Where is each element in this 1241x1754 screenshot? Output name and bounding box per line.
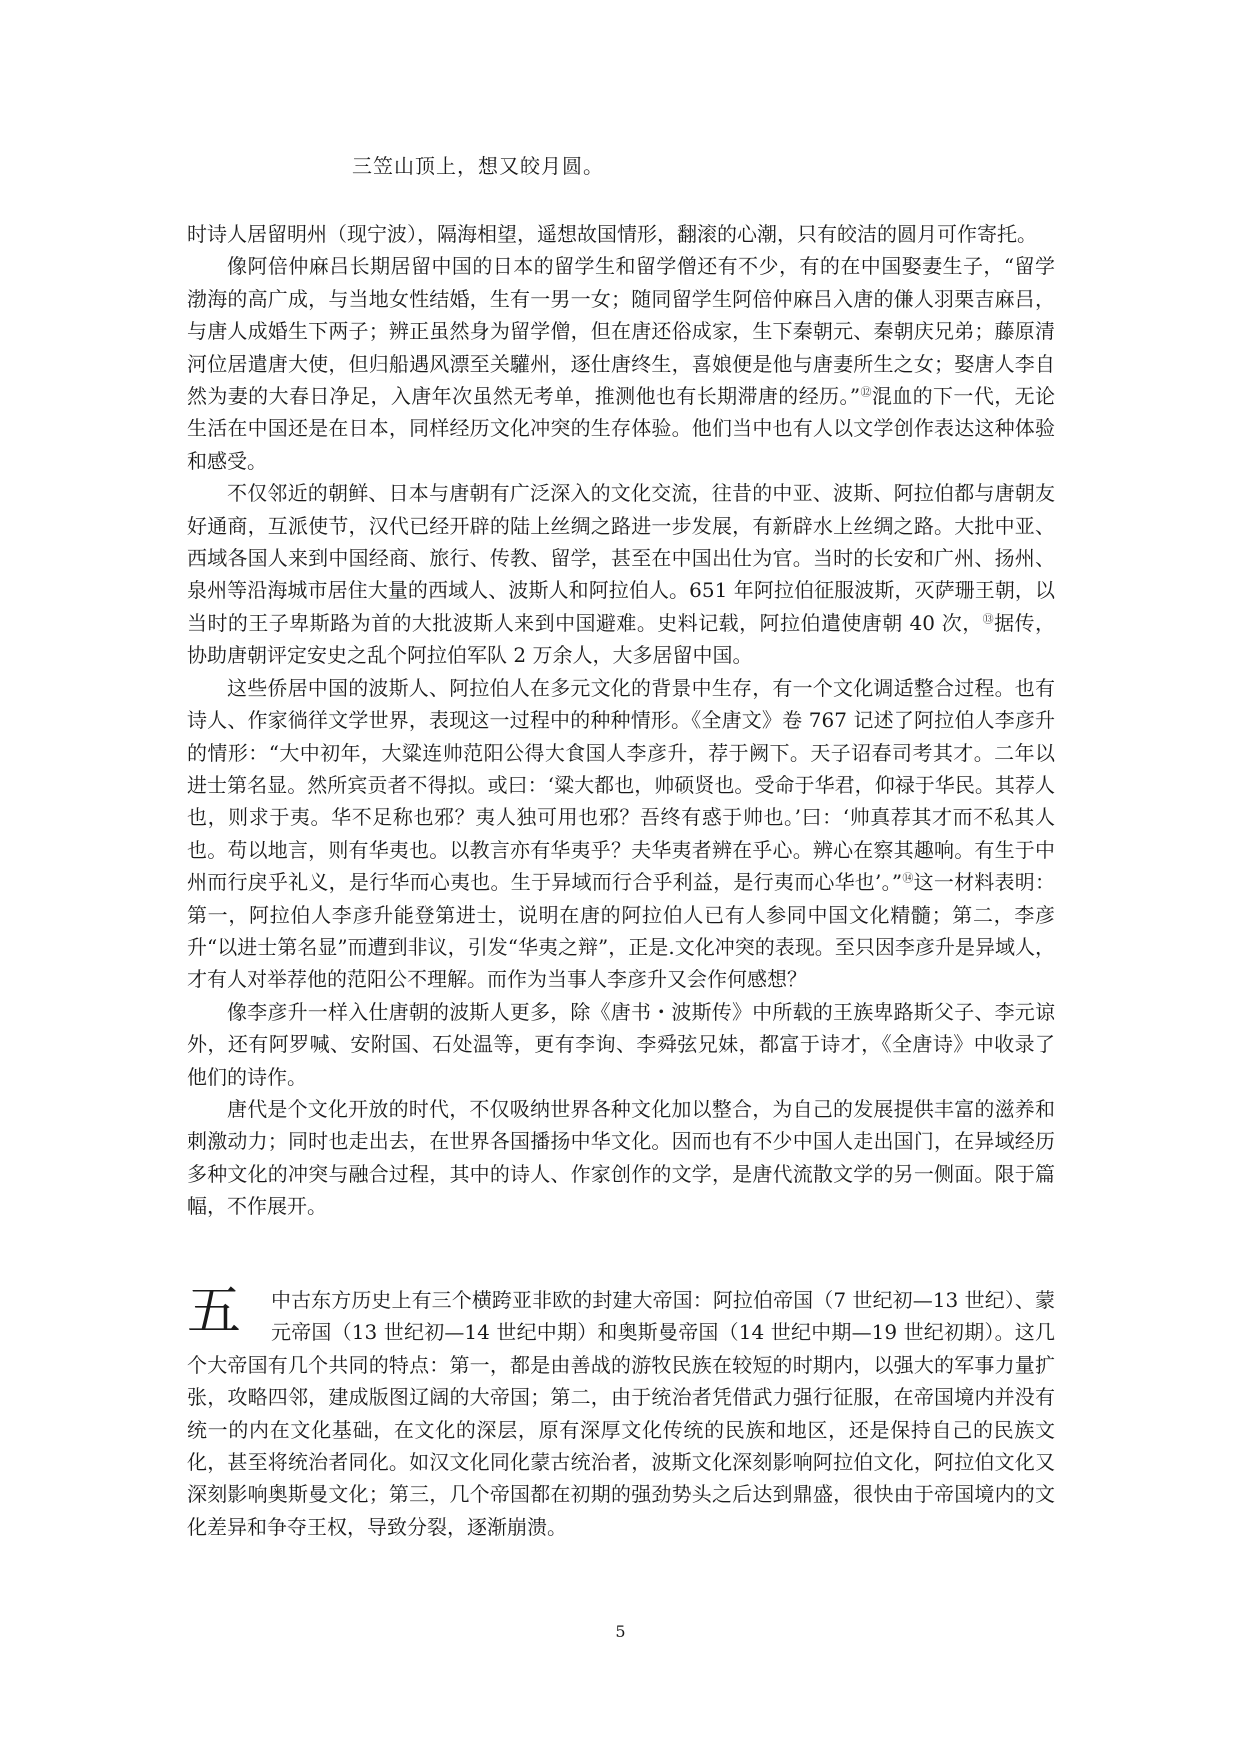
- paragraph-text: 混血的下一代，无论生活在中国还是在日本，同样经历文化冲突的生存体验。他们当中也有人以文学创作表达这种体验和感受。: [187, 384, 1055, 473]
- verse-line: 三笠山顶上，想又皎月圆。: [352, 154, 604, 178]
- paragraph: [187, 1093, 1055, 1223]
- paragraph-text: 像阿倍仲麻吕长期居留中国的日本的留学生和留学僧还有不少，有的在中国娶妻生子，“留学渤海的高广成，与当地女性结婚，生有一男一女；随同留学生阿倍仲麻吕入唐的傔人羽栗吉麻吕，与唐人成婚生下两子；辨正虽然身为留学僧，但在唐还俗成家，生下秦朝元、秦朝庆兄弟；藤原清河位居遣唐大使，但归船遇风漂至关驩州，逐仕唐终生，喜娘便是他与唐妻所生之女；娶唐人李自然为妻的大春日净足，入唐年次虽然无考单，推测他也有长期滞唐的经历。”: [187, 254, 1055, 409]
- paragraph: [187, 218, 1055, 250]
- paragraph-text: 据传，协助唐朝评定安史之乱个阿拉伯军队 2 万余人，大多居留中国。: [187, 610, 1056, 668]
- section-paragraph: 中古东方历史上有三个横跨亚非欧的封建大帝国：阿拉伯帝国（7 世纪初—13 世纪）、蒙元帝国（13 世纪初—14 世纪中期）和奥斯曼帝国（14 世纪中期—19 世纪初期）。这几个大帝国有几个共同的特点：第一，都是由善战的游牧民族在较短的时期内，以强大的军事力量扩张，攻略四邻，建成版图辽阔的大帝国；第二，由于统治者凭借武力强行征服，在帝国境内并没有统一的内在文化基础，在文化的深层，原有深厚文化传统的民族和地区，还是保持自己的民族文化，甚至将统治者同化。如汉文化同化蒙古统治者，波斯文化深刻影响阿拉伯文化，阿拉伯文化又深刻影响奥斯曼文化；第三，几个帝国都在初期的强劲势头之后达到鼎盛，很快由于帝国境内的文化差异和争夺王权，导致分裂，逐渐崩溃。: [187, 1288, 1055, 1539]
- paragraph-text: 这些侨居中国的波斯人、阿拉伯人在多元文化的背景中生存，有一个文化调适整合过程。也有诗人、作家徜徉文学世界，表现这一过程中的种种情形。《全唐文》卷 767 记述了阿拉伯人李彦升的情形：“大中初年，大粱连帅范阳公得大食国人李彦升，荐于阙下。天子诏春司考其才。二年以进士第名显。然所宾贡者不得拟。或曰：‘粱大都也，帅硕贤也。受命于华君，仰禄于华民。其荐人也，则求于夷。华不足称也邪？夷人独可用也邪？吾终有惑于帅也。’曰：‘帅真荐其才而不私其人也。苟以地言，则有华夷也。以教言亦有华夷乎？夫华夷者辨在乎心。辨心在察其趣响。有生于中州而行戾乎礼义，是行华而心夷也。生于异域而行合乎利益，是行夷而心华也’。”: [187, 675, 1055, 895]
- paragraph-text: 像李彦升一样入仕唐朝的波斯人更多，除《唐书・波斯传》中所载的王族卑路斯父子、李元谅外，还有阿罗喊、安附国、石处温等，更有李询、李舜弦兄妹，都富于诗才，《全唐诗》中收录了他们的诗作。: [187, 999, 1055, 1089]
- footnote-ref[interactable]: ⑭: [902, 871, 914, 885]
- paragraph: [187, 672, 1055, 996]
- paragraph: [187, 250, 1055, 477]
- page-number: 5: [615, 1622, 626, 1641]
- section-numeral: 五: [187, 1279, 241, 1342]
- footnote-ref[interactable]: ⑬: [982, 612, 995, 626]
- paragraph-text: 这一材料表明：第一，阿拉伯人李彦升能登第进士，说明在唐的阿拉伯人已有人参同中国文化精髓；第二，李彦升“以进士第名显”而遭到非议，引发“华夷之辩”，正是.文化冲突的表现。至只因李彦升是异域人，才有人对举荐他的范阳公不理解。而作为当事人李彦升又会作何感想？: [187, 870, 1056, 992]
- paragraph-text: 时诗人居留明州（现宁波），隔海相望，遥想故国情形，翻滚的心潮，只有皎洁的圆月可作寄托。: [187, 222, 1037, 246]
- section-five: [187, 1279, 1055, 1543]
- body-text: [187, 218, 1055, 1223]
- paragraph: [187, 996, 1055, 1093]
- paragraph-text: 不仅邻近的朝鲜、日本与唐朝有广泛深入的文化交流，往昔的中亚、波斯、阿拉伯都与唐朝友好通商，互派使节，汉代已经开辟的陆上丝绸之路进一步发展，有新辟水上丝绸之路。大批中亚、西域各国人来到中国经商、旅行、传教、留学，甚至在中国出仕为官。当时的长安和广州、扬州、泉州等沿海城市居住大量的西域人、波斯人和阿拉伯人。651 年阿拉伯征服波斯，灭萨珊王朝，以当时的王子卑斯路为首的大批波斯人来到中国避难。史料记载，阿拉伯遣使唐朝 40 次，: [187, 481, 1055, 635]
- paragraph: [187, 477, 1055, 671]
- footnote-ref[interactable]: ⑫: [860, 385, 872, 399]
- paragraph-text: 唐代是个文化开放的时代，不仅吸纳世界各种文化加以整合，为自己的发展提供丰富的滋养和刺激动力；同时也走出去，在世界各国播扬中华文化。因而也有不少中国人走出国门，在异域经历多种文化的冲突与融合过程，其中的诗人、作家创作的文学，是唐代流散文学的另一侧面。限于篇幅，不作展开。: [187, 1096, 1055, 1219]
